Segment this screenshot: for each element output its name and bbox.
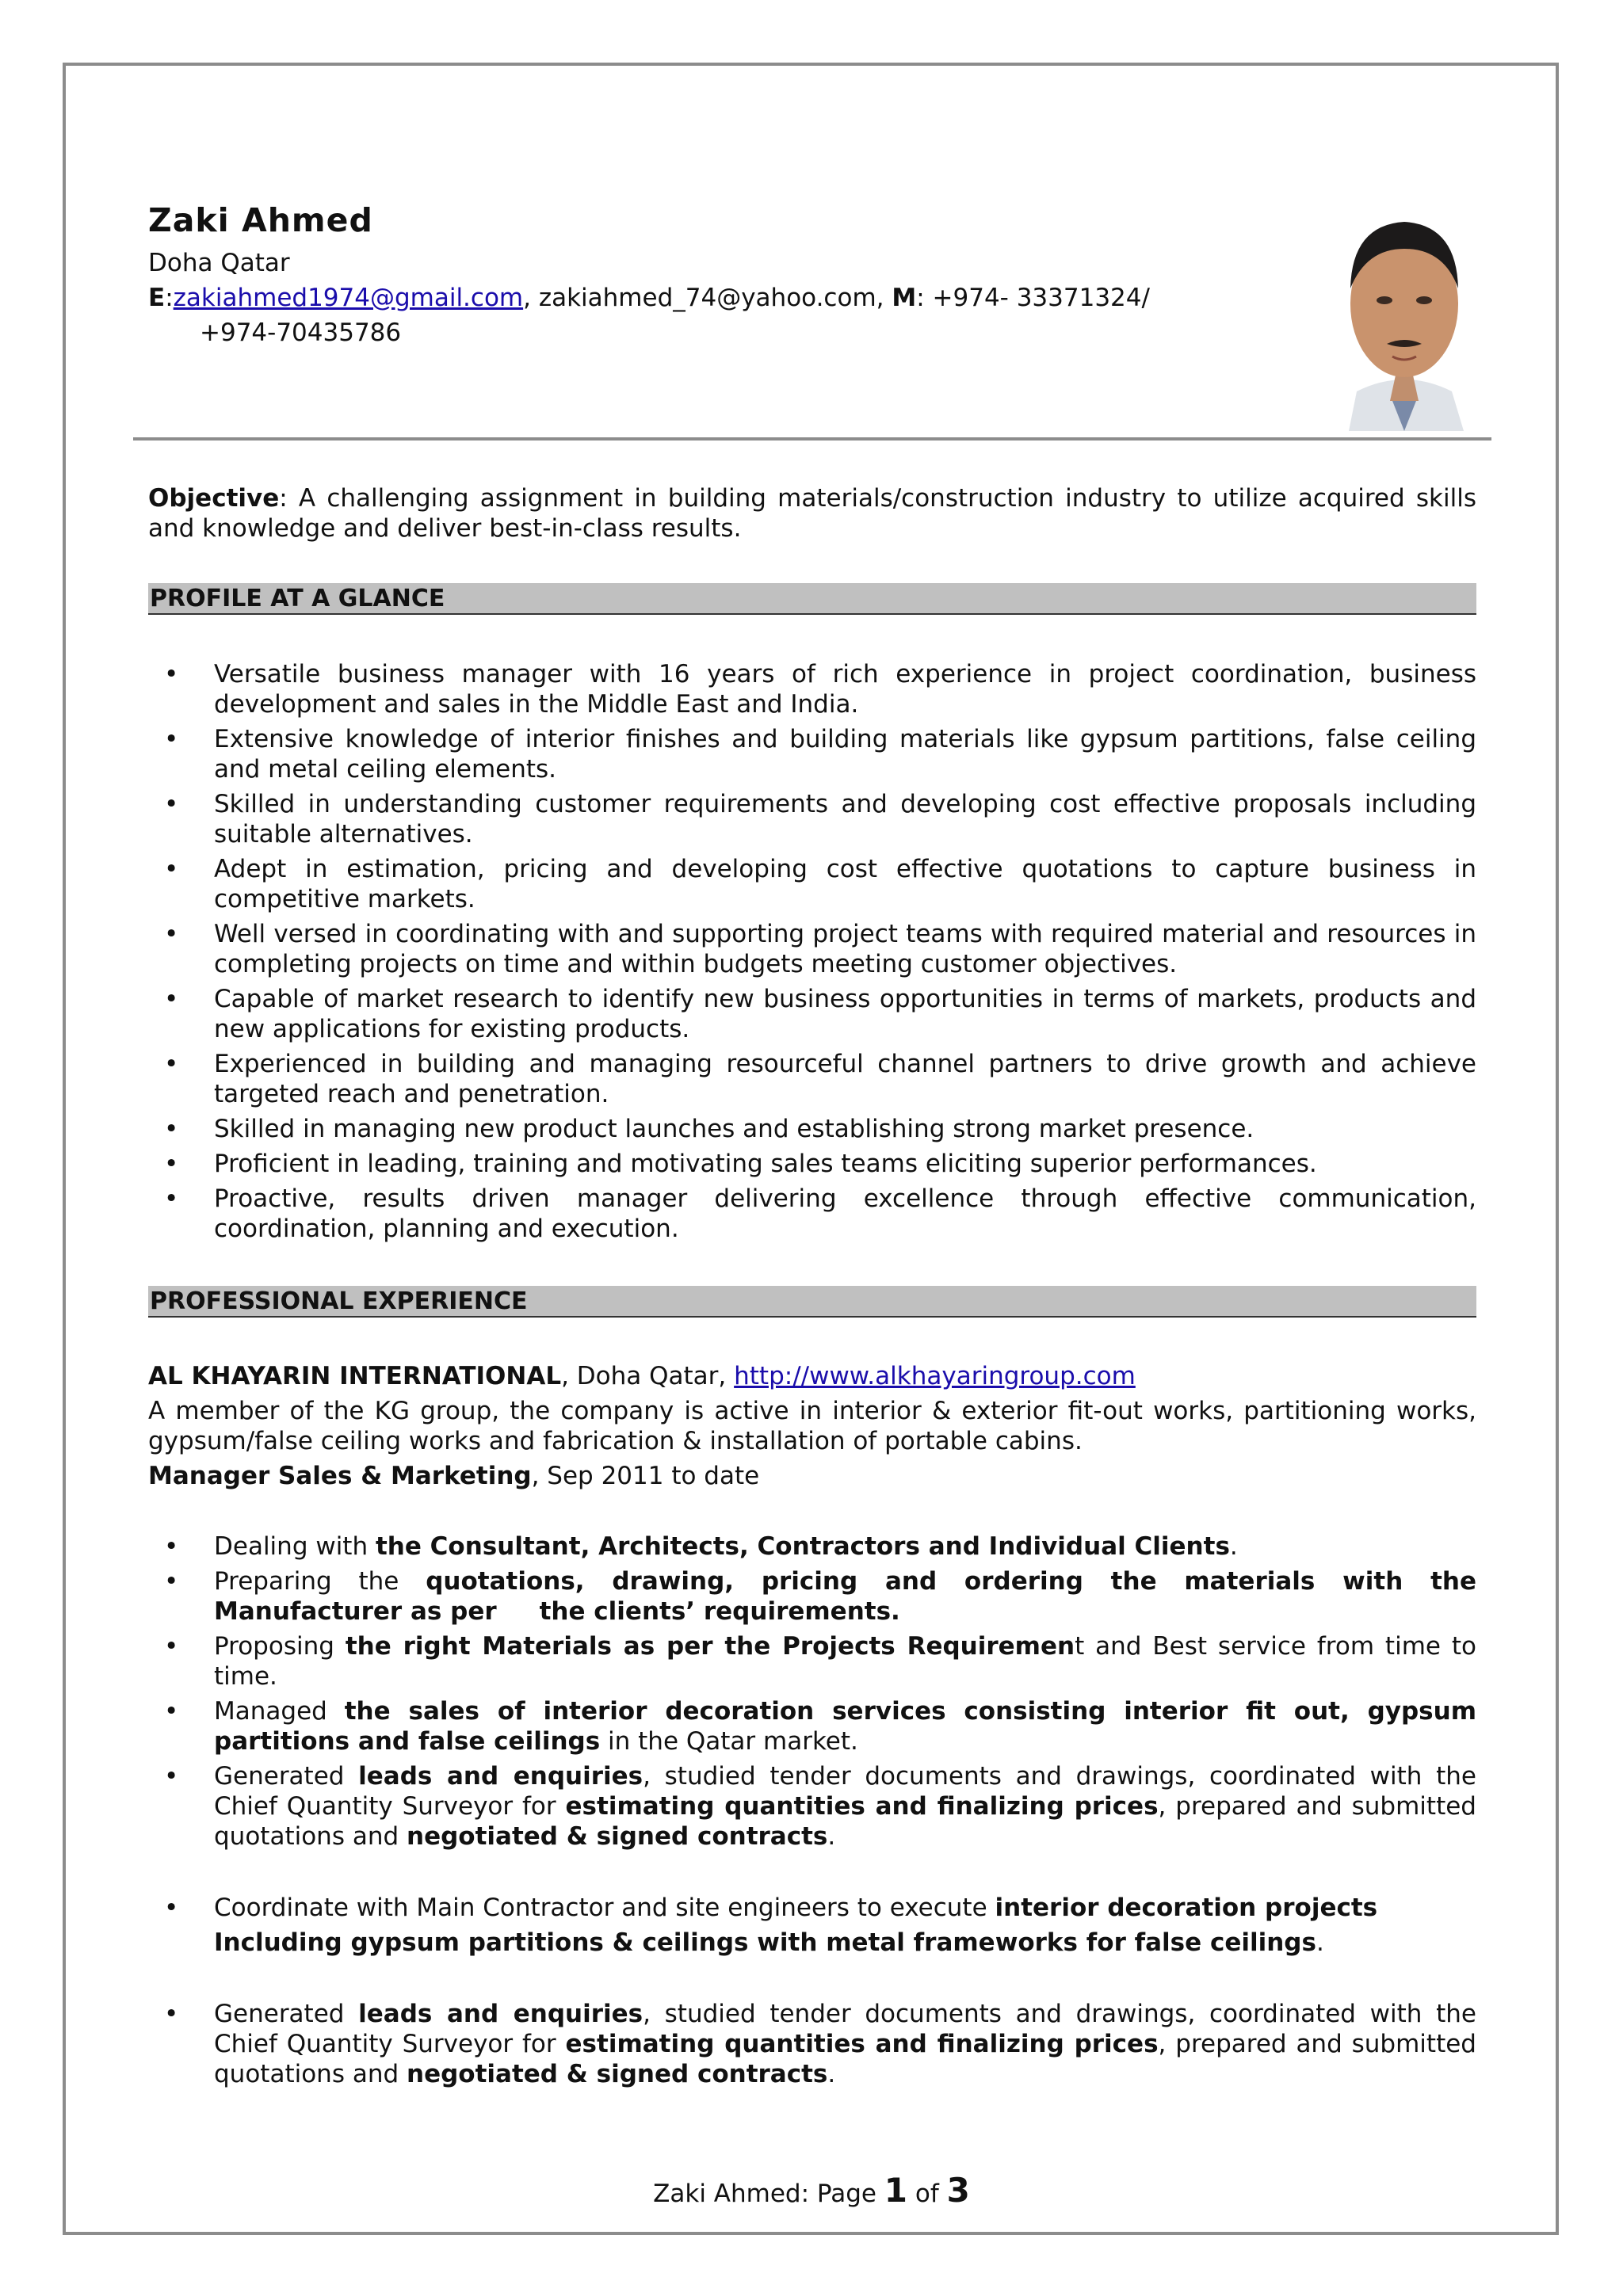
list-item: • Proficient in leading, training and motivating sales teams eliciting superior performances. [164, 1150, 1317, 1178]
list-item: • Experienced in building and managing resourceful channel partners to drive growth and achieve targeted reach and penetration. [164, 1050, 1476, 1108]
candidate-name: Zaki Ahmed [148, 201, 373, 239]
list-item: • Generated leads and enquiries, studied tender documents and drawings, coordinated with the Chief Quantity Surveyor for estimating quantities and finalizing prices, prepared and submitted quotations and negotiated & signed contracts. [164, 2000, 1476, 2088]
footer-prefix: Zaki Ahmed: Page [653, 2180, 884, 2208]
list-item: • Dealing with the Consultant, Architects, Contractors and Individual Clients. [164, 1532, 1238, 1561]
duties-list [148, 1531, 1485, 1856]
duties-list-3 [148, 1999, 1476, 2094]
list-item: • Generated leads and enquiries, studied tender documents and drawings, coordinated with the Chief Quantity Surveyor for estimating quantities and finalizing prices, prepared and submitted quotations and negotiated & signed contracts. [164, 1762, 1476, 1851]
list-item: • Capable of market research to identify new business opportunities in terms of markets, products and new applications for existing products. [164, 985, 1476, 1043]
mobile-number-1: : +974- 33371324/ [916, 284, 1150, 312]
list-item: • Well versed in coordinating with and supporting project teams with required material and resources in completing projects on time and within budgets meeting customer objectives. [164, 920, 1476, 978]
company-line [148, 1361, 1476, 1391]
company-location: , Doha Qatar, [561, 1362, 735, 1390]
page-footer [0, 2171, 1623, 2210]
profile-photo [1325, 193, 1484, 431]
experience-heading: PROFESSIONAL EXPERIENCE [148, 1286, 1476, 1318]
list-item: • Adept in estimation, pricing and developing cost effective quotations to capture business in competitive markets. [164, 855, 1476, 913]
objective-text: : A challenging assignment in building materials/construction industry to utilize acquired skills and knowledge and deliver best-in-class results. [148, 484, 1476, 543]
email-link[interactable]: zakiahmed1974@gmail.com [173, 284, 524, 312]
list-item: • Skilled in understanding customer requirements and developing cost effective proposals including suitable alternatives. [164, 790, 1476, 849]
footer-of: of [907, 2180, 947, 2208]
profile-list [148, 659, 1476, 1249]
mobile-number-2: +974-70435786 [200, 318, 402, 347]
objective-label: Objective [148, 484, 280, 513]
company-name: AL KHAYARIN INTERNATIONAL [148, 1362, 562, 1390]
footer-total-pages: 3 [946, 2171, 970, 2210]
email-secondary: , zakiahmed_74@yahoo.com, [523, 284, 892, 312]
list-item: • Skilled in managing new product launches and establishing strong market presence. [164, 1115, 1254, 1143]
list-item: • Versatile business manager with 16 years of rich experience in project coordination, business development and sales in the Middle East and India. [164, 660, 1476, 719]
list-item: • Proposing the right Materials as per the Projects Requirement and Best service from time to time. [164, 1632, 1476, 1691]
list-item: • Proactive, results driven manager delivering excellence through effective communication, coordination, planning and execution. [164, 1184, 1476, 1243]
objective [148, 483, 1476, 543]
list-item: • Coordinate with Main Contractor and site engineers to execute interior decoration projects Including gypsum partitions & ceilings with metal frameworks for false ceilings. [164, 1894, 1378, 1957]
role-period: , Sep 2011 to date [531, 1462, 760, 1490]
company-description: A member of the KG group, the company is active in interior & exterior fit-out works, partitioning works, gypsum/false ceiling works and fabrication & installation of portable cabins. [148, 1397, 1476, 1455]
email-label: E [148, 284, 166, 312]
header-divider [133, 437, 1491, 441]
list-item: • Preparing the quotations, drawing, pricing and ordering the materials with the Manufacturer as per the clients’ requirements. [164, 1567, 1485, 1626]
contact-line: E:zakiahmed1974@gmail.com, zakiahmed_74@yahoo.com, M: +974- 33371324/ [148, 284, 1150, 312]
footer-page-number: 1 [884, 2171, 908, 2210]
location: Doha Qatar [148, 249, 290, 277]
list-item: • Extensive knowledge of interior finishes and building materials like gypsum partitions, false ceiling and metal ceiling elements. [164, 725, 1476, 784]
role-title: Manager Sales & Marketing [148, 1462, 532, 1490]
duties-list-2 [148, 1893, 1476, 1962]
role-line [148, 1461, 1476, 1491]
profile-heading: PROFILE AT A GLANCE [148, 583, 1476, 615]
mobile-label: M [892, 284, 917, 312]
company-url-link[interactable]: http://www.alkhayaringroup.com [734, 1362, 1136, 1390]
list-item: • Managed the sales of interior decoration services consisting interior fit out, gypsum partitions and false ceilings in the Qatar market. [164, 1697, 1476, 1756]
